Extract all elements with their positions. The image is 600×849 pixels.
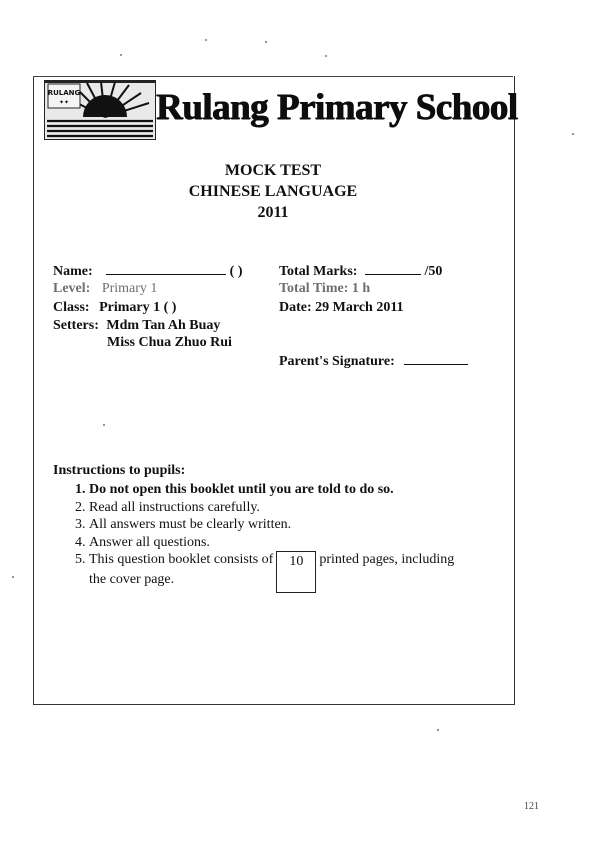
class-row xyxy=(53,300,176,316)
scan-speck xyxy=(437,729,439,731)
test-titles xyxy=(33,160,513,223)
class-value: Primary 1 ( ) xyxy=(99,300,177,315)
scan-speck xyxy=(205,39,207,41)
total-marks-field[interactable] xyxy=(365,274,421,275)
title-year: 2011 xyxy=(257,204,289,221)
scan-speck xyxy=(120,54,122,56)
setters-label: Setters: xyxy=(53,318,99,333)
level-label: Level: xyxy=(53,281,91,296)
pages-text-line2: the cover page. xyxy=(89,572,175,587)
pages-text-after: printed pages, including xyxy=(319,552,455,567)
title-mock-test: MOCK TEST xyxy=(224,162,322,179)
logo-text: RULANG xyxy=(47,89,81,97)
instruction-item: 3. All answers must be clearly written. xyxy=(89,516,454,534)
setter-2: Miss Chua Zhuo Rui xyxy=(107,335,232,350)
scan-speck xyxy=(12,576,14,578)
top-border xyxy=(33,76,513,77)
scan-speck xyxy=(265,41,267,43)
school-name: Rulang Primary School xyxy=(156,87,518,128)
page-number: 121 xyxy=(524,801,539,812)
page-count-box: 10 xyxy=(276,551,316,593)
scan-speck xyxy=(325,55,327,57)
instruction-item: 4. Answer all questions. xyxy=(89,534,454,552)
instructions-heading: Instructions to pupils: xyxy=(53,463,186,478)
name-row xyxy=(53,264,242,280)
scan-speck xyxy=(572,133,574,135)
name-bracket: ( ) xyxy=(229,264,243,279)
name-label: Name: xyxy=(53,264,93,279)
instruction-item: 2. Read all instructions carefully. xyxy=(89,499,454,517)
level-value: Primary 1 xyxy=(101,281,158,296)
signature-label: Parent's Signature: xyxy=(279,354,395,369)
title-subject: CHINESE LANGUAGE xyxy=(188,183,358,200)
signature-field[interactable] xyxy=(404,364,468,365)
pages-text-before: This question booklet consists of xyxy=(89,552,274,567)
setters-row xyxy=(53,318,220,334)
total-marks-label: Total Marks: xyxy=(279,264,358,279)
test-date: Date: 29 March 2011 xyxy=(279,300,404,315)
total-time: Total Time: 1 h xyxy=(279,281,371,296)
setter-1: Mdm Tan Ah Buay xyxy=(106,318,221,333)
class-label: Class: xyxy=(53,300,90,315)
svg-text:✦✦: ✦✦ xyxy=(58,99,70,106)
name-field[interactable] xyxy=(106,274,226,275)
signature-row xyxy=(279,354,468,370)
instruction-item: 1. Do not open this booklet until you are told to do so. xyxy=(89,481,454,499)
instructions-section xyxy=(53,463,454,589)
level-row xyxy=(53,281,157,297)
total-marks-row xyxy=(279,264,442,280)
scan-speck xyxy=(103,424,105,426)
instructions-list xyxy=(53,481,454,589)
total-marks-suffix: /50 xyxy=(424,264,443,279)
school-logo xyxy=(44,80,156,140)
instruction-item-pages xyxy=(89,551,454,589)
